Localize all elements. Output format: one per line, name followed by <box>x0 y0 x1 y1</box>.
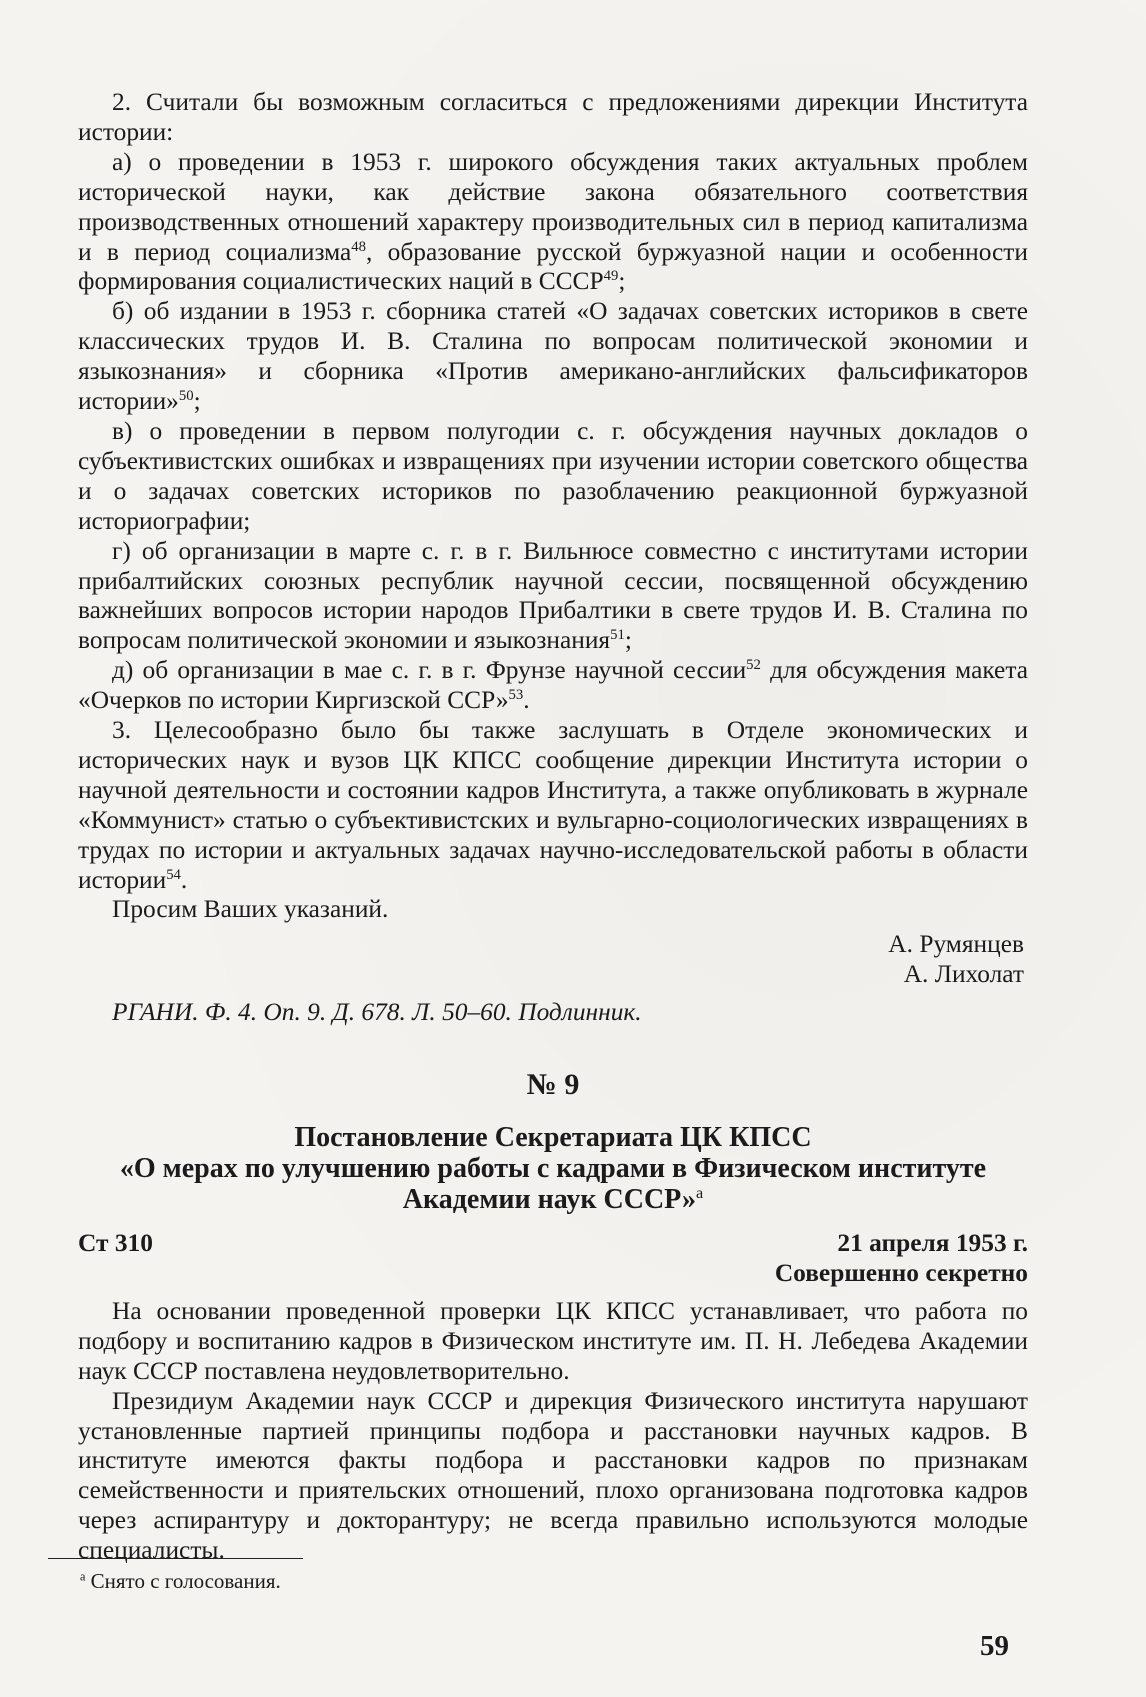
footnote-ref[interactable]: 51 <box>610 627 625 644</box>
footnote-ref[interactable]: а <box>695 1184 704 1203</box>
resolution-body <box>78 1297 1028 1566</box>
paragraph-2: 2. Считали бы возможным согласиться с предложениями дирекции Института истории: <box>78 88 1028 146</box>
item-d: д) об организации в мае с. г. в г. Фрунзе научной сессии$^{52}$ для обсуждения макета «Очерков по истории Киргизской ССР»$^{53}$. <box>78 656 1028 715</box>
item-b: б) об издании в 1953 г. сборника статей «О задачах советских историков в свете классических трудов И. В. Сталина по вопросам политической экономии и языкознания» и сборника «Против американо-английских фальсификаторов истории»$^{50}$; <box>78 297 1028 416</box>
text-column <box>78 88 1028 1566</box>
footnote-ref[interactable]: 53 <box>508 687 524 703</box>
protocol-number: Ст 310 <box>78 1229 153 1258</box>
footnote-divider <box>48 1558 303 1559</box>
paragraph-3: 3. Целесообразно было бы также заслушать в Отделе экономических и исторических наук и вузов ЦК КПСС сообщение дирекции Института истории о научной деятельности и состоянии кадров Института, а также опубликовать в журнале «Коммунист» статью о субъективистских и вульгарно-социологических извращениях в трудах по истории и актуальных задачах научно-исследовательской работы в области истории$^{54}$. <box>78 716 1028 894</box>
page-number: 59 <box>980 1630 1009 1662</box>
signature-likholat: А. Лихолат <box>903 960 1024 989</box>
footnote-ref[interactable]: 48 <box>351 238 367 255</box>
item-a: а) о проведении в 1953 г. широкого обсуждения таких актуальных проблем исторической науки, как действие закона обязательного соответствия производственных отношений характеру производительных сил в период капитализма и в период социализма$^{48}$, образование русской буржуазной нации и особенности формирования социалистических наций в СССР$^{49}$; <box>78 147 1028 296</box>
classification: Совершенно секретно <box>774 1259 1028 1287</box>
footnote-ref[interactable]: 54 <box>166 866 181 883</box>
resolution-para-2: Президиум Академии наук СССР и дирекция Физического института нарушают установленные партией принципы подбора и расстановки научных кадров. В институте имеются факты подбора и расстановки кадров по признакам семейственности и приятельских отношений, плохо организована подготовка кадров через аспирантуру и докторантуру; не всегда правильно используются молодые специалисты. <box>78 1386 1028 1565</box>
document-title: Постановление Секретариата ЦК КПСС «О мерах по улучшению работы с кадрами в Физическом институте Академии наук СССР»$^а$ <box>119 1122 987 1216</box>
request-line: Просим Ваших указаний. <box>112 895 389 924</box>
item-g: г) об организации в марте с. г. в г. Вильнюсе совместно с институтами истории прибалтийских союзных республик научной сессии, посвященной обсуждению важнейших вопросов истории народов Прибалтики в свете трудов И. В. Сталина по вопросам политической экономии и языкознания$^{51}$; <box>78 536 1028 655</box>
footnote-ref[interactable]: 52 <box>746 657 761 674</box>
footnote: $^а$ Снято с голосования. <box>80 1569 281 1593</box>
archive-source: РГАНИ. Ф. 4. Оп. 9. Д. 678. Л. 50–60. Подлинник. <box>112 998 642 1027</box>
document-meta <box>78 1229 1028 1259</box>
document-number: № 9 <box>526 1068 580 1102</box>
footnote-ref[interactable]: 49 <box>603 268 619 285</box>
document-date: 21 апреля 1953 г. <box>837 1229 1028 1258</box>
item-v: в) о проведении в первом полугодии с. г. обсуждения научных докладов о субъективистских ошибках и извращениях при изучении истории советского общества и о задачах советских историков по разоблачению реакционной буржуазной историографии; <box>78 416 1028 535</box>
footnote-ref[interactable]: 50 <box>178 387 194 404</box>
resolution-para-1: На основании проведенной проверки ЦК КПСС устанавливает, что работа по подбору и воспитанию кадров в Физическом институте им. П. Н. Лебедева Академии наук СССР поставлена неудовлетворительно. <box>78 1296 1028 1385</box>
signature-rumyantsev: А. Румянцев <box>888 930 1024 959</box>
